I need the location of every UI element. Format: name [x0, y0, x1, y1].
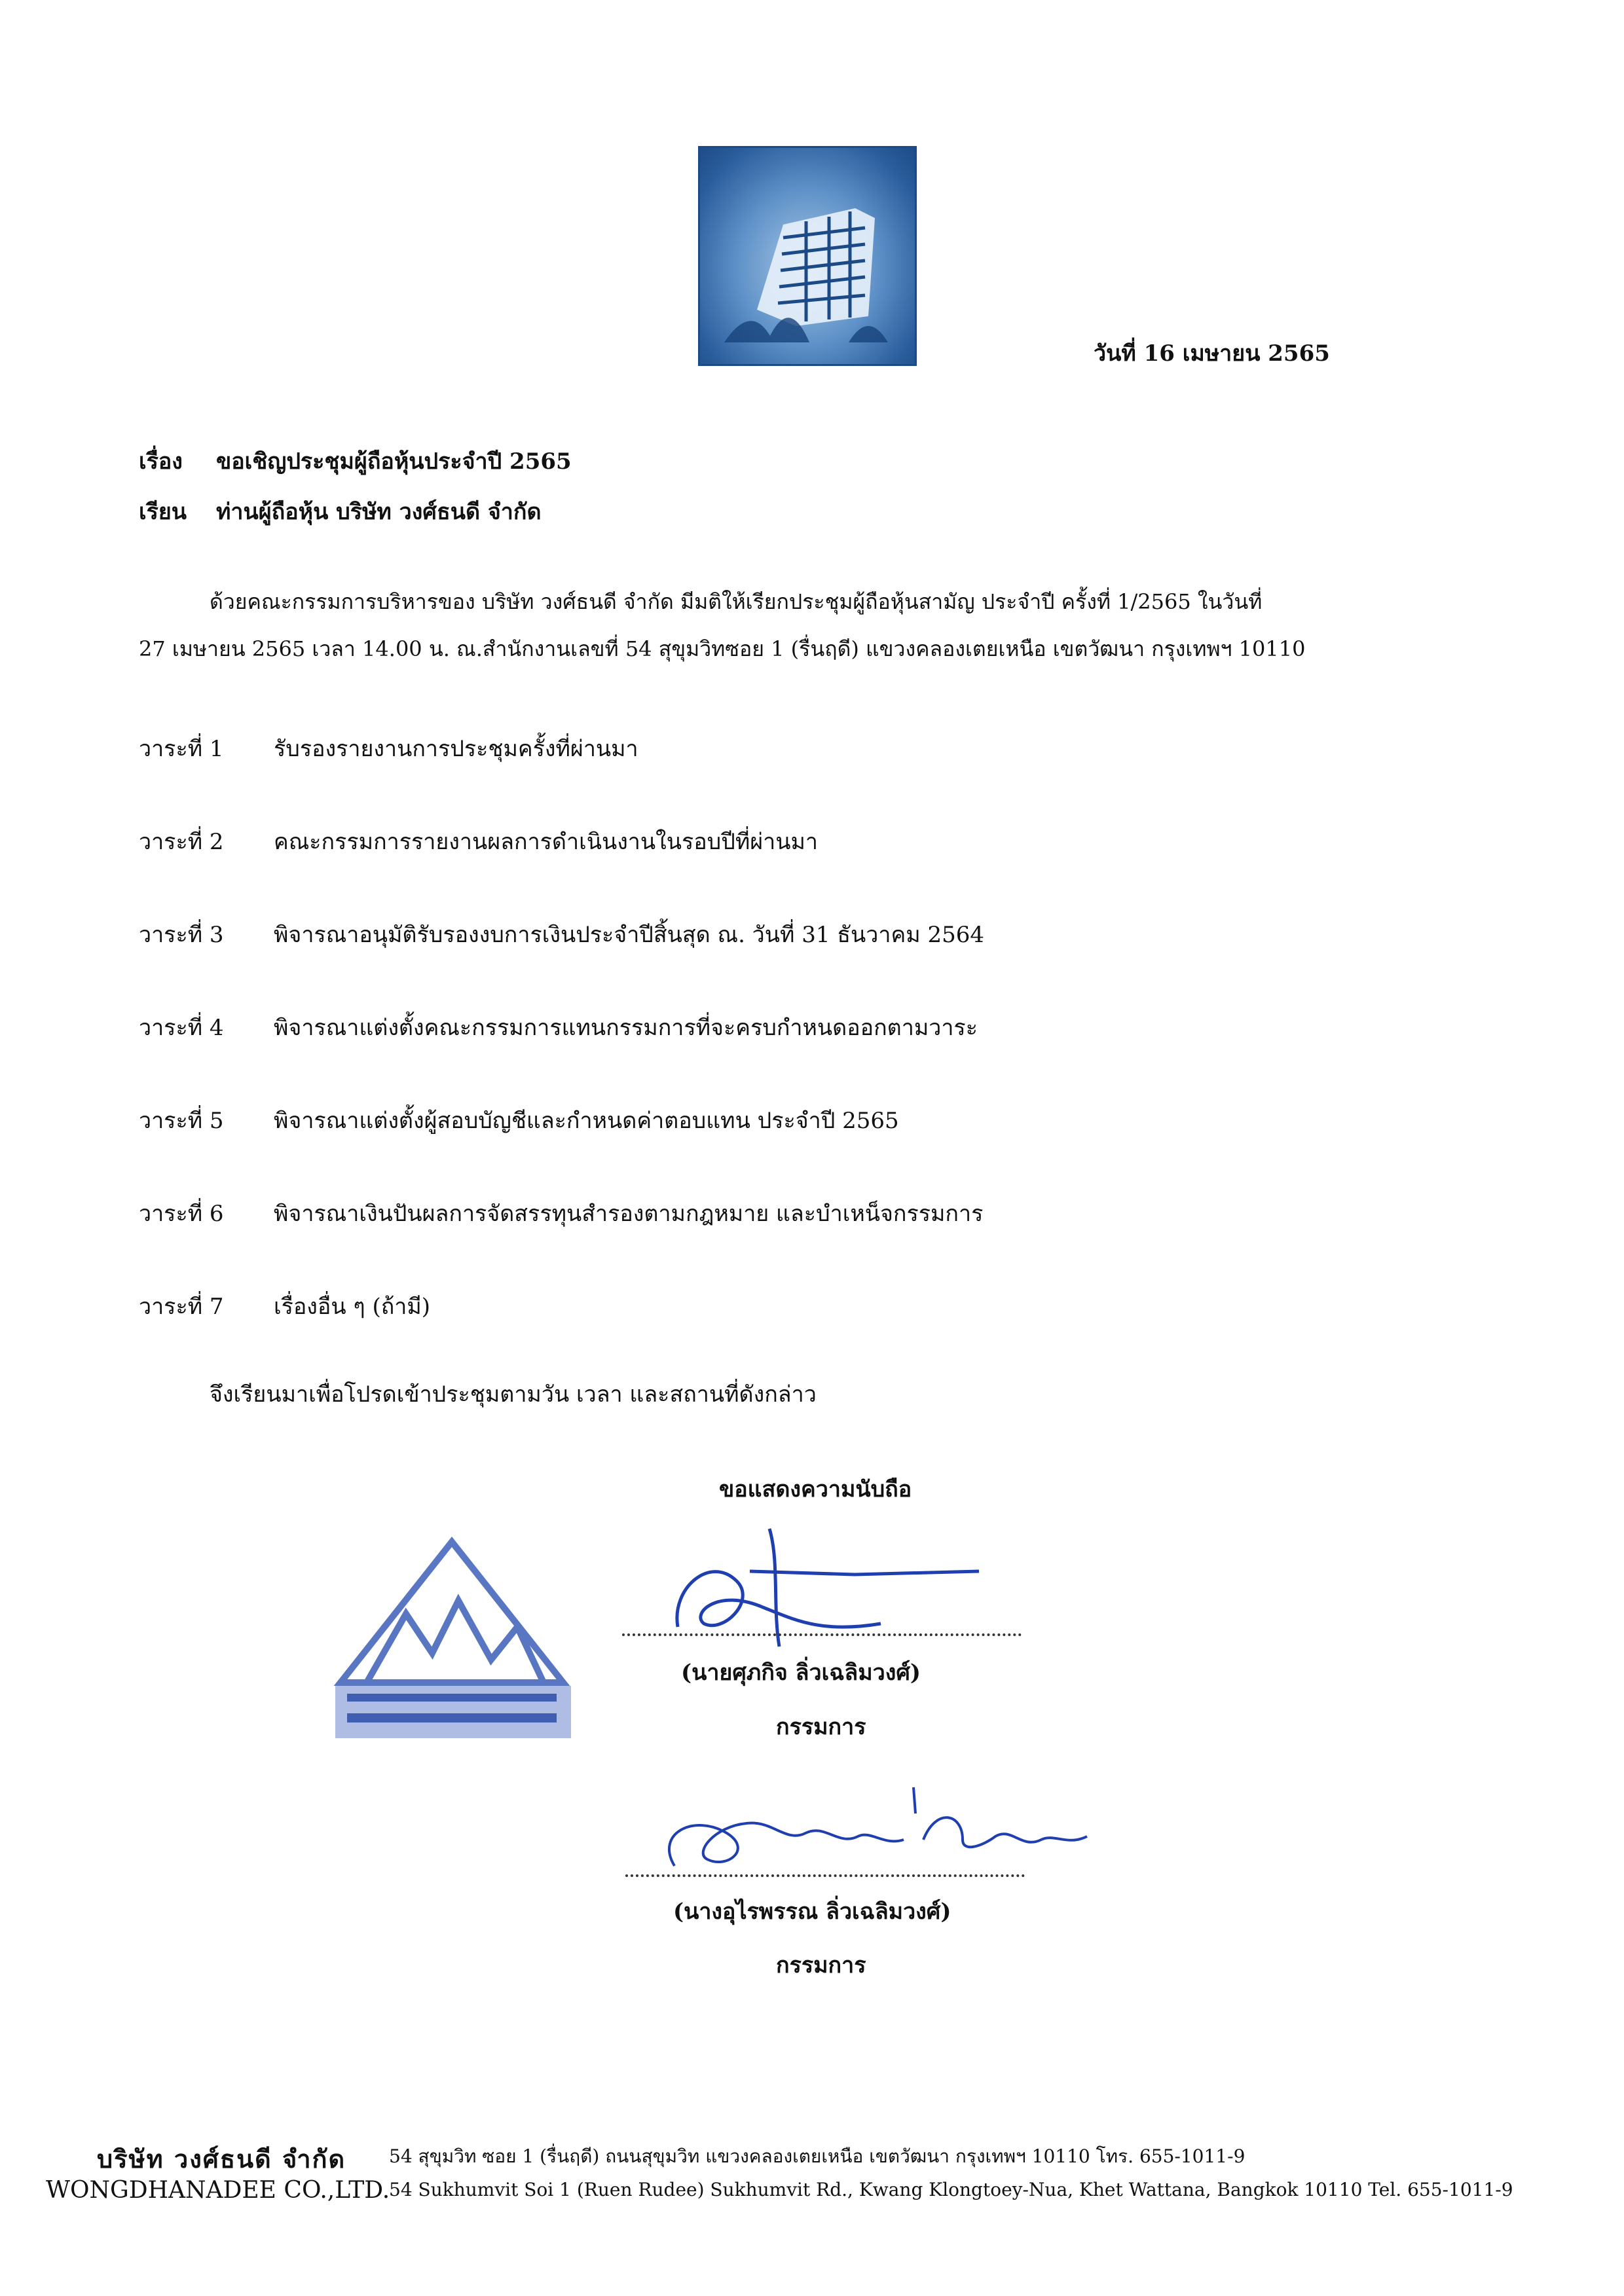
subject-label: เรื่อง [139, 448, 183, 475]
agenda-text-5: พิจารณาแต่งตั้งผู้สอบบัญชีและกำหนดค่าตอบแทน ประจำปี 2565 [274, 1108, 899, 1134]
signature-1 [665, 1509, 992, 1650]
body-line-2: 27 เมษายน 2565 เวลา 14.00 น. ณ.สำนักงานเลขที่ 54 สุขุมวิทซอย 1 (รื่นฤดี) แขวงคลองเตยเหนือ เขตวัฒนา กรุงเทพฯ 10110 [139, 636, 1306, 661]
signatory-2-name: (นางอุไรพรรณ ลิ่วเฉลิมวงศ์) [673, 1899, 951, 1925]
signature-line-2 [625, 1874, 1025, 1877]
footer-address-en: 54 Sukhumvit Soi 1 (Ruen Rudee) Sukhumvit Rd., Kwang Klongtoey-Nua, Khet Wattana, Bangkok 10110 Tel. 655-1011-9 [389, 2179, 1513, 2200]
closing-text: จึงเรียนมาเพื่อโปรดเข้าประชุมตามวัน เวลา และสถานที่ดังกล่าว [210, 1381, 817, 1408]
building-logo-icon [698, 146, 917, 366]
agenda-label-3: วาระที่ 3 [139, 922, 224, 948]
company-stamp [327, 1529, 576, 1741]
signatory-1-title: กรรมการ [776, 1714, 866, 1740]
footer-company-name-th: บริษัท วงศ์ธนดี จำกัด [97, 2144, 346, 2174]
signature-2 [655, 1781, 1100, 1879]
company-logo [698, 146, 917, 366]
agenda-label-2: วาระที่ 2 [139, 829, 224, 855]
signatory-2-title: กรรมการ [776, 1952, 866, 1978]
agenda-text-2: คณะกรรมการรายงานผลการดำเนินงานในรอบปีที่ผ่านมา [274, 829, 818, 855]
stamp-mountain-icon [327, 1529, 576, 1741]
agenda-label-5: วาระที่ 5 [139, 1108, 224, 1134]
agenda-label-6: วาระที่ 6 [139, 1201, 224, 1227]
body-line-1: ด้วยคณะกรรมการบริหารของ บริษัท วงศ์ธนดี จำกัด มีมติให้เรียกประชุมผู้ถือหุ้นสามัญ ประจำปี ครั้งที่ 1/2565 ในวันที่ [210, 589, 1263, 614]
signatory-1-name: (นายศุภกิจ ลิ่วเฉลิมวงศ์) [681, 1660, 921, 1686]
subject-text: ขอเชิญประชุมผู้ถือหุ้นประจำปี 2565 [216, 448, 572, 475]
letter-date: วันที่ 16 เมษายน 2565 [1094, 340, 1330, 367]
footer-address-th: 54 สุขุมวิท ซอย 1 (รื่นฤดี) ถนนสุขุมวิท แขวงคลองเตยเหนือ เขตวัฒนา กรุงเทพฯ 10110 โทร. 655-1011-9 [389, 2145, 1246, 2167]
agenda-label-4: วาระที่ 4 [139, 1015, 224, 1041]
signature-line-1 [622, 1633, 1022, 1636]
agenda-label-1: วาระที่ 1 [139, 736, 224, 762]
agenda-label-7: วาระที่ 7 [139, 1294, 224, 1320]
agenda-text-7: เรื่องอื่น ๆ (ถ้ามี) [274, 1294, 431, 1320]
salutation-text: ท่านผู้ถือหุ้น บริษัท วงศ์ธนดี จำกัด [216, 499, 542, 525]
salutation-label: เรียน [139, 499, 187, 525]
footer-company-name-en: WONGDHANADEE CO.,LTD. [46, 2177, 390, 2204]
agenda-text-6: พิจารณาเงินปันผลการจัดสรรทุนสำรองตามกฎหมาย และบำเหน็จกรรมการ [274, 1201, 984, 1227]
regards-text: ขอแสดงความนับถือ [719, 1476, 912, 1503]
agenda-text-3: พิจารณาอนุมัติรับรองงบการเงินประจำปีสิ้นสุด ณ. วันที่ 31 ธันวาคม 2564 [274, 922, 984, 948]
agenda-text-4: พิจารณาแต่งตั้งคณะกรรมการแทนกรรมการที่จะครบกำหนดออกตามวาระ [274, 1015, 978, 1041]
agenda-text-1: รับรองรายงานการประชุมครั้งที่ผ่านมา [274, 736, 638, 762]
